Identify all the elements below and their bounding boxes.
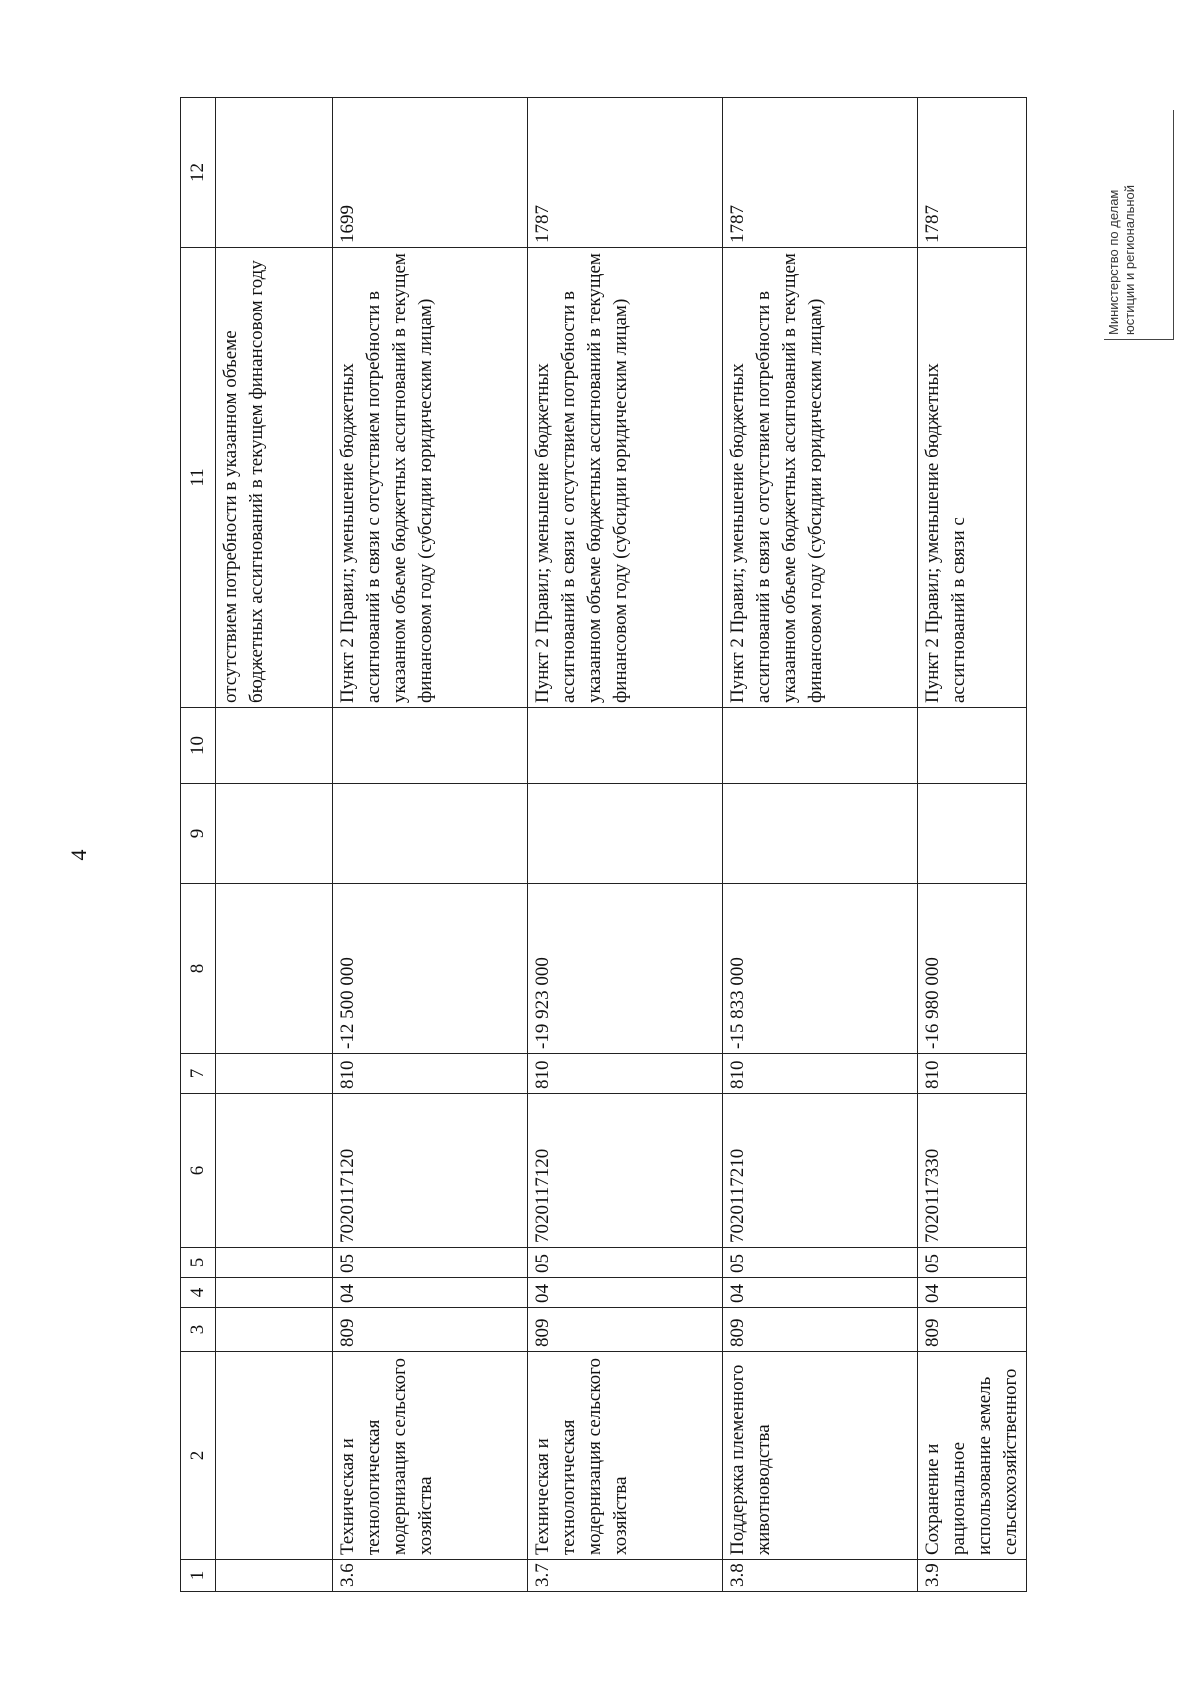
header-cell: 3 (181, 1308, 216, 1352)
page-number: 4 (66, 849, 91, 861)
table-row (528, 98, 723, 1592)
amount-cell: -16 980 000 (918, 884, 1027, 1054)
amount-cell (918, 784, 1027, 884)
code-cell: 810 (528, 1054, 723, 1094)
code-cell: 05 (723, 1248, 918, 1278)
measure-name: Техническая и технологическая модернизация сельского хозяйства (528, 1352, 723, 1560)
code-cell: 809 (333, 1308, 528, 1352)
code-cell: 7020117330 (918, 1094, 1027, 1248)
ref-cell: 1699 (333, 98, 528, 248)
amount-cell: -19 923 000 (528, 884, 723, 1054)
basis-cell: Пункт 2 Правил; уменьшение бюджетных ассигнований в связи с отсутствием потребности в указанном объеме бюджетных ассигнований в текущем финансовом году (субсидии юридическим лицам) (333, 248, 528, 708)
row-number: 3.8 (723, 1560, 918, 1592)
code-cell: 7020117120 (333, 1094, 528, 1248)
header-cell: 8 (181, 884, 216, 1054)
code-cell: 05 (528, 1248, 723, 1278)
row-number: 3.6 (333, 1560, 528, 1592)
basis-cell: Пункт 2 Правил; уменьшение бюджетных ассигнований в связи с отсутствием потребности в указанном объеме бюджетных ассигнований в текущем финансовом году (субсидии юридическим лицам) (723, 248, 918, 708)
header-cell: 11 (181, 248, 216, 708)
measure-name: Поддержка племенного животноводства (723, 1352, 918, 1560)
amount-cell (918, 708, 1027, 784)
rotated-table-wrapper (180, 98, 1110, 1592)
header-cell: 12 (181, 98, 216, 248)
code-cell: 05 (333, 1248, 528, 1278)
ref-cell: 1787 (528, 98, 723, 248)
amount-cell (333, 784, 528, 884)
stamp-line: Министерство по делам (1106, 189, 1121, 335)
ref-cell: 1787 (723, 98, 918, 248)
amount-cell (528, 784, 723, 884)
basis-cell: Пункт 2 Правил; уменьшение бюджетных ассигнований в связи с отсутствием потребности в указанном объеме бюджетных ассигнований в текущем финансовом году (субсидии юридическим лицам) (528, 248, 723, 708)
amount-cell: -12 500 000 (333, 884, 528, 1054)
amount-cell (333, 708, 528, 784)
ref-cell: 1787 (918, 98, 1027, 248)
amount-cell: -15 833 000 (723, 884, 918, 1054)
header-cell: 2 (181, 1352, 216, 1560)
header-row (181, 98, 216, 1592)
code-cell: 7020117120 (528, 1094, 723, 1248)
basis-cell: отсутствием потребности в указанном объеме бюджетных ассигнований в текущем финансовом году (216, 248, 333, 708)
table-row (918, 98, 1027, 1592)
header-cell: 6 (181, 1094, 216, 1248)
code-cell: 04 (918, 1278, 1027, 1308)
measure-name: Сохранение и рациональное использование земель сельскохозяйственного (918, 1352, 1027, 1560)
table-row (723, 98, 918, 1592)
ministry-stamp (1104, 110, 1174, 340)
code-cell: 810 (918, 1054, 1027, 1094)
header-cell: 4 (181, 1278, 216, 1308)
continuation-row (216, 98, 333, 1592)
header-cell: 1 (181, 1560, 216, 1592)
code-cell: 7020117210 (723, 1094, 918, 1248)
code-cell: 04 (723, 1278, 918, 1308)
row-number: 3.7 (528, 1560, 723, 1592)
amount-cell (723, 708, 918, 784)
header-cell: 7 (181, 1054, 216, 1094)
amount-cell (723, 784, 918, 884)
amount-cell (528, 708, 723, 784)
code-cell: 809 (528, 1308, 723, 1352)
stamp-line: юстиции и региональной (1122, 184, 1137, 335)
code-cell: 809 (918, 1308, 1027, 1352)
code-cell: 05 (918, 1248, 1027, 1278)
code-cell: 810 (333, 1054, 528, 1094)
header-cell: 9 (181, 784, 216, 884)
code-cell: 04 (333, 1278, 528, 1308)
code-cell: 810 (723, 1054, 918, 1094)
header-cell: 10 (181, 708, 216, 784)
table-row (333, 98, 528, 1592)
header-cell: 5 (181, 1248, 216, 1278)
budget-table (180, 97, 1027, 1592)
basis-cell: Пункт 2 Правил; уменьшение бюджетных ассигнований в связи с (918, 248, 1027, 708)
measure-name: Техническая и технологическая модернизация сельского хозяйства (333, 1352, 528, 1560)
code-cell: 809 (723, 1308, 918, 1352)
row-number: 3.9 (918, 1560, 1027, 1592)
code-cell: 04 (528, 1278, 723, 1308)
